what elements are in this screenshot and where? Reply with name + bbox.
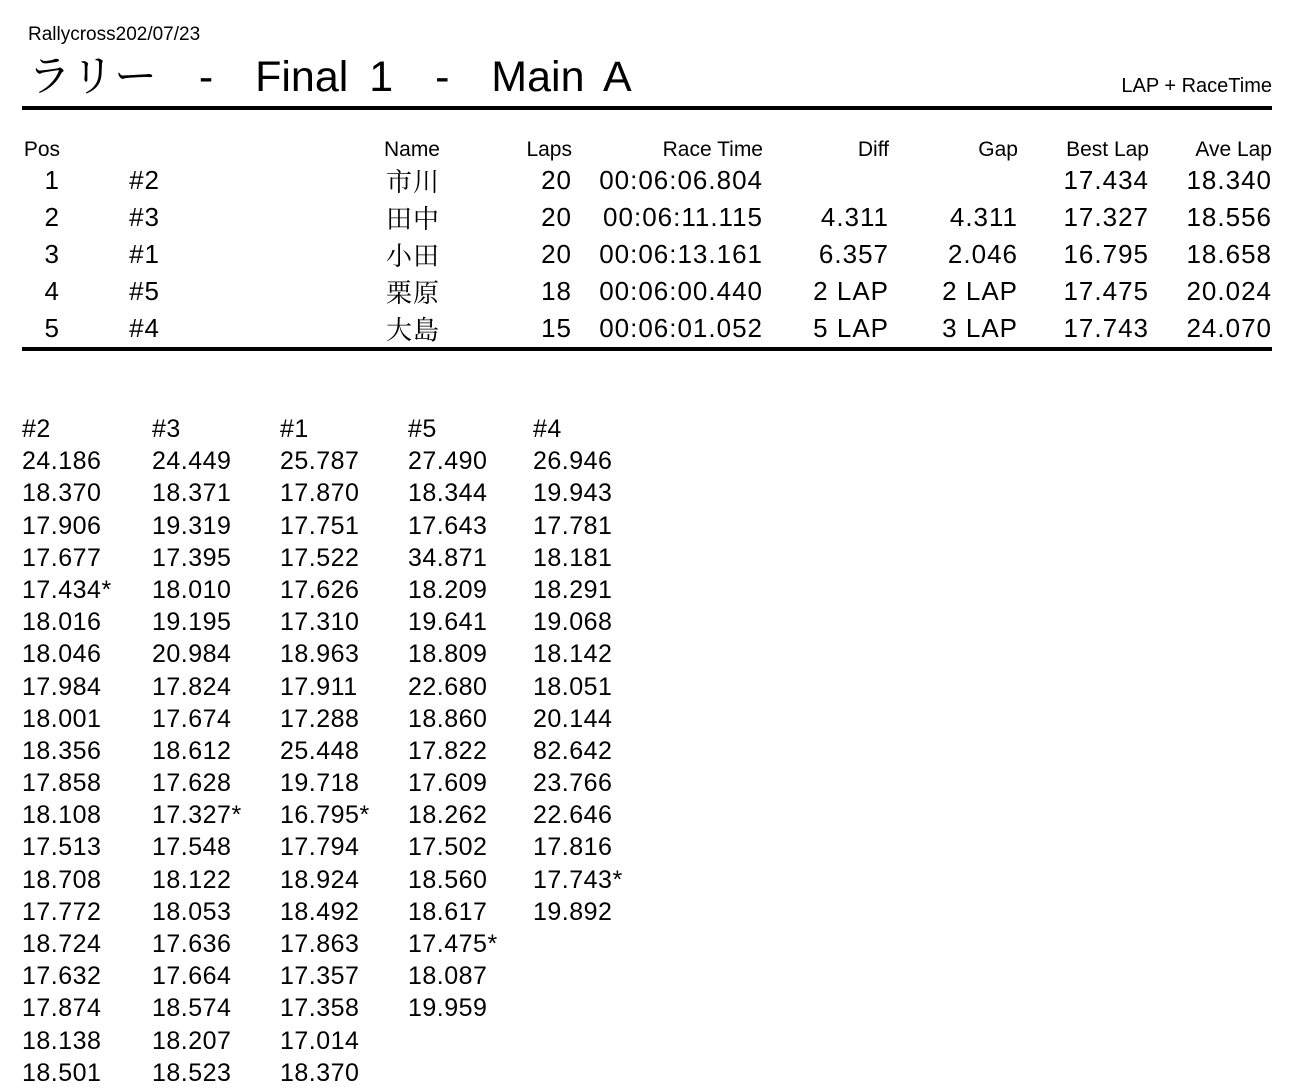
lap-time: 18.122 <box>152 865 232 894</box>
lap-time: 17.984 <box>22 672 102 701</box>
cell-laps: 15 <box>541 313 572 343</box>
lap-time: 17.677 <box>22 543 102 572</box>
col-header-laps: Laps <box>526 138 572 161</box>
lap-time: 17.548 <box>152 833 232 862</box>
lap-time: 18.207 <box>152 1026 232 1055</box>
cell-car: #4 <box>129 313 160 343</box>
lap-time: 18.492 <box>280 897 360 926</box>
lap-time: 17.664 <box>152 962 232 991</box>
lap-time: 17.014 <box>280 1026 360 1055</box>
lap-time: 18.963 <box>280 640 360 669</box>
results-header-row <box>22 134 1272 162</box>
results-row <box>22 236 1272 273</box>
lap-time: 17.822 <box>408 736 488 765</box>
cell-gap: 2 LAP <box>942 276 1018 306</box>
cell-gap: 4.311 <box>949 202 1018 232</box>
lap-time: 17.772 <box>22 897 102 926</box>
lap-time: 17.357 <box>280 962 360 991</box>
lap-time: 17.781 <box>533 511 613 540</box>
lap-column-5 <box>408 413 533 1089</box>
lap-time: 17.794 <box>280 833 360 862</box>
lap-time: 17.636 <box>152 930 232 958</box>
cell-car: #1 <box>129 239 160 269</box>
results-row <box>22 199 1272 236</box>
lap-time: 22.680 <box>408 672 488 701</box>
lap-time: 25.448 <box>280 736 360 765</box>
page-title: ラリー - Final 1 - Main A <box>28 53 632 101</box>
lap-time: 18.001 <box>22 704 102 733</box>
lap-time: 20.144 <box>533 704 613 733</box>
cell-gap: 3 LAP <box>942 313 1018 343</box>
results-row <box>22 273 1272 310</box>
cell-diff: 4.311 <box>820 202 889 232</box>
lap-time: 18.016 <box>22 608 102 637</box>
cell-name: 小田 <box>385 241 440 271</box>
lap-time: 18.209 <box>408 575 488 604</box>
lap-time: 18.087 <box>408 962 488 991</box>
timing-mode-label: LAP + RaceTime <box>1121 75 1272 97</box>
lap-time: 18.809 <box>408 640 488 669</box>
lap-time: 17.870 <box>280 479 360 508</box>
lap-time: 24.186 <box>22 447 102 476</box>
lap-time: 17.327* <box>152 801 242 830</box>
cell-name: 大島 <box>385 315 440 345</box>
cell-car: #2 <box>129 165 160 195</box>
cell-best-lap: 17.743 <box>1063 313 1149 343</box>
lap-time: 18.142 <box>533 640 613 669</box>
lap-time: 20.984 <box>152 640 232 669</box>
cell-pos: 3 <box>44 239 60 269</box>
lap-time: 18.053 <box>152 897 232 926</box>
col-header-best-lap: Best Lap <box>1066 138 1149 161</box>
lap-time: 17.632 <box>22 962 102 991</box>
cell-laps: 18 <box>541 276 572 306</box>
col-header-race-time: Race Time <box>662 138 763 161</box>
lap-time: 17.911 <box>280 672 358 701</box>
lap-time: 18.574 <box>152 994 232 1023</box>
lap-time: 17.395 <box>152 543 232 572</box>
lap-column-header: #3 <box>152 415 181 443</box>
lap-time: 17.358 <box>280 994 360 1023</box>
cell-diff: 2 LAP <box>813 276 889 306</box>
lap-time: 17.858 <box>22 769 102 798</box>
lap-time: 17.288 <box>280 704 360 733</box>
cell-car: #3 <box>129 202 160 232</box>
lap-time: 18.051 <box>533 672 613 701</box>
lap-time: 82.642 <box>533 736 613 765</box>
cell-ave-lap: 18.658 <box>1186 239 1272 269</box>
lap-time: 17.743* <box>533 865 623 894</box>
cell-pos: 5 <box>44 313 60 343</box>
lap-time: 19.319 <box>152 511 232 540</box>
lap-time: 25.787 <box>280 447 360 476</box>
lap-column-header: #4 <box>533 415 562 443</box>
cell-ave-lap: 20.024 <box>1186 276 1272 306</box>
lap-time: 18.046 <box>22 640 102 669</box>
lap-column-header: #1 <box>280 415 309 443</box>
col-header-gap: Gap <box>978 138 1018 161</box>
lap-time: 18.181 <box>533 543 613 572</box>
lap-time: 18.612 <box>152 736 232 765</box>
cell-car: #5 <box>129 276 160 306</box>
lap-time: 17.502 <box>408 833 488 862</box>
cell-pos: 1 <box>44 165 60 195</box>
cell-pos: 2 <box>44 202 60 232</box>
lap-time: 18.138 <box>22 1026 102 1055</box>
col-header-ave-lap: Ave Lap <box>1195 138 1272 161</box>
lap-time: 19.892 <box>533 897 613 926</box>
lap-time: 18.356 <box>22 736 102 765</box>
lap-time: 17.824 <box>152 672 232 701</box>
lap-time: 18.370 <box>22 479 102 508</box>
lap-time: 18.617 <box>408 897 488 926</box>
cell-best-lap: 17.475 <box>1063 276 1149 306</box>
cell-name: 田中 <box>385 204 440 234</box>
lap-time: 17.522 <box>280 543 360 572</box>
lap-time: 17.674 <box>152 704 232 733</box>
lap-time: 19.195 <box>152 608 232 637</box>
lap-time: 18.523 <box>152 1058 232 1087</box>
cell-race-time: 00:06:00.440 <box>599 276 763 306</box>
lap-time: 17.626 <box>280 575 360 604</box>
lap-time: 18.344 <box>408 479 488 508</box>
lap-time: 18.724 <box>22 930 102 958</box>
cell-pos: 4 <box>44 276 60 306</box>
lap-time: 18.108 <box>22 801 102 830</box>
cell-diff: 6.357 <box>818 239 889 269</box>
lap-time: 17.475* <box>408 930 498 958</box>
cell-laps: 20 <box>541 202 572 232</box>
lap-time: 27.490 <box>408 447 488 476</box>
lap-time: 18.560 <box>408 865 488 894</box>
lap-column-3 <box>152 413 280 1089</box>
lap-time: 34.871 <box>408 543 488 572</box>
cell-race-time: 00:06:11.115 <box>603 202 763 232</box>
lap-column-1 <box>280 413 408 1089</box>
title-row <box>22 54 1272 100</box>
lap-time: 17.310 <box>280 608 360 637</box>
cell-laps: 20 <box>541 239 572 269</box>
cell-race-time: 00:06:13.161 <box>599 239 763 269</box>
lap-time: 18.291 <box>533 575 613 604</box>
cell-ave-lap: 18.556 <box>1186 202 1272 232</box>
lap-time: 19.943 <box>533 479 613 508</box>
lap-time: 19.068 <box>533 608 613 637</box>
lap-time: 17.434* <box>22 575 112 604</box>
lap-column-header: #5 <box>408 415 437 443</box>
lap-time: 18.860 <box>408 704 488 733</box>
lap-time: 17.513 <box>22 833 102 862</box>
lap-time: 18.924 <box>280 865 360 894</box>
cell-diff: 5 LAP <box>813 313 889 343</box>
divider-top <box>22 106 1272 110</box>
cell-name: 市川 <box>385 167 440 197</box>
lap-time: 23.766 <box>533 769 613 798</box>
lap-time: 24.449 <box>152 447 232 476</box>
lap-time: 19.718 <box>280 769 360 798</box>
cell-ave-lap: 18.340 <box>1186 165 1272 195</box>
lap-time: 18.371 <box>152 479 232 508</box>
cell-gap <box>889 162 1018 199</box>
cell-gap: 2.046 <box>947 239 1018 269</box>
cell-best-lap: 16.795 <box>1063 239 1149 269</box>
lap-time: 18.708 <box>22 865 102 894</box>
lap-time: 18.370 <box>280 1058 360 1087</box>
results-row <box>22 310 1272 347</box>
lap-time: 19.959 <box>408 994 488 1023</box>
cell-ave-lap: 24.070 <box>1186 313 1272 343</box>
lap-column-4 <box>533 413 623 1089</box>
event-name: Rallycross202/07/23 <box>28 24 201 45</box>
lap-column-header: #2 <box>22 415 51 443</box>
lap-time: 17.816 <box>533 833 613 862</box>
col-header-name: Name <box>383 138 440 161</box>
col-header-car-spacer <box>60 134 160 162</box>
lap-time: 22.646 <box>533 801 613 830</box>
col-header-diff: Diff <box>857 138 889 161</box>
lap-time: 17.628 <box>152 769 232 798</box>
results-body <box>22 162 1272 347</box>
results-row <box>22 162 1272 199</box>
lap-chart <box>22 413 1272 1089</box>
cell-diff <box>763 162 889 199</box>
lap-time: 17.751 <box>280 511 360 540</box>
lap-time: 17.874 <box>22 994 102 1023</box>
cell-name: 栗原 <box>385 278 440 308</box>
results-table <box>22 134 1272 347</box>
lap-time: 18.262 <box>408 801 488 830</box>
cell-race-time: 00:06:06.804 <box>599 165 763 195</box>
lap-time: 26.946 <box>533 447 613 476</box>
lap-time: 17.906 <box>22 511 102 540</box>
lap-time: 17.643 <box>408 511 488 540</box>
cell-best-lap: 17.434 <box>1063 165 1149 195</box>
cell-race-time: 00:06:01.052 <box>599 313 763 343</box>
lap-time: 18.010 <box>152 575 232 604</box>
lap-time: 16.795* <box>280 801 370 830</box>
divider-results-bottom <box>22 347 1272 351</box>
lap-column-2 <box>22 413 152 1089</box>
cell-best-lap: 17.327 <box>1063 202 1149 232</box>
lap-time: 19.641 <box>408 608 488 637</box>
lap-time: 17.609 <box>408 769 488 798</box>
lap-time: 18.501 <box>22 1058 102 1087</box>
lap-time: 17.863 <box>280 930 360 958</box>
cell-laps: 20 <box>541 165 572 195</box>
col-header-pos: Pos <box>23 138 60 161</box>
